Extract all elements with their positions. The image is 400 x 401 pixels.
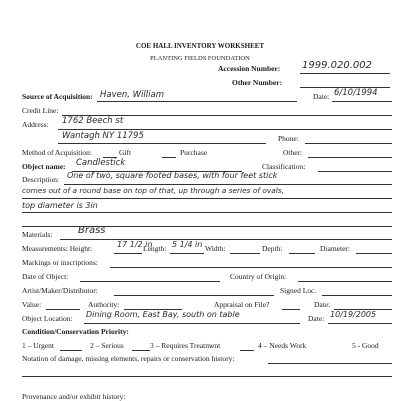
method-gift: Gift (119, 148, 132, 157)
source-label: Source of Acquisition: (22, 92, 93, 101)
object-name-label: Object name: (22, 162, 66, 171)
diameter-label: Diameter: (320, 244, 350, 253)
depth-label: Depth: (262, 244, 283, 253)
other-number-label: Other Number: (232, 78, 283, 87)
diameter-line (356, 253, 392, 254)
object-name-value: Candlestick (76, 158, 126, 168)
worksheet-title: COE HALL INVENTORY WORKSHEET (135, 42, 265, 50)
location-date-value: 10/19/2005 (330, 310, 377, 319)
classification-line (318, 171, 392, 172)
source-date-value: 6/10/1994 (334, 88, 378, 98)
description-rule1 (64, 184, 392, 185)
appraisal-label: Appraisal on File? (214, 300, 270, 309)
condition-serious: 2 – Serious (90, 341, 124, 350)
description-rule2 (22, 198, 392, 199)
provenance-label: Provenance and/or exhibit history: (22, 392, 126, 401)
country-label: Country of Origin: (230, 272, 287, 281)
method-purchase: Purchase (180, 148, 208, 157)
value-label: Value: (22, 300, 42, 309)
measurements-label: Measurements: Height: (22, 244, 93, 253)
phone-label: Phone: (278, 134, 299, 143)
method-other: Other: (283, 148, 303, 157)
artist-label: Artist/Maker/Distributor: (22, 286, 98, 295)
length-line (170, 253, 204, 254)
condition-requires-treatment: 3 – Requires Treatment (150, 341, 221, 350)
description-line2: comes out of a round base on top of that, up through a series of ovals, (22, 186, 285, 195)
condition-requires-treatment-line (240, 350, 254, 351)
accession-number-value: 1999.020.002 (302, 60, 372, 71)
location-value: Dining Room, East Bay, south on table (86, 310, 240, 319)
value-line (46, 309, 80, 310)
condition-urgent: 1 – Urgent (22, 341, 54, 350)
address-line2: Wantagh NY 11795 (62, 131, 144, 141)
location-line (84, 323, 300, 324)
method-purchase-line (162, 157, 176, 158)
description-line1: One of two, square footed bases, with four feet stick (67, 171, 278, 180)
height-value: 17 1/2 in (117, 240, 153, 249)
accession-number-label: Accession Number: (218, 64, 281, 73)
description-label: Description: (22, 175, 60, 184)
depth-line (289, 253, 315, 254)
authority-label: Authority: (88, 300, 120, 309)
appraisal-line (282, 309, 300, 310)
description-line3: top diameter is 3in (22, 201, 98, 210)
artist-line (114, 295, 274, 296)
condition-needs-work: 4 – Needs Work (258, 341, 307, 350)
method-other-line (308, 157, 392, 158)
date-of-object-line (80, 281, 220, 282)
condition-urgent-line (60, 350, 82, 351)
condition-heading: Condition/Conservation Priority: (22, 327, 129, 336)
location-date-label: Date: (308, 314, 325, 323)
location-label: Object Location: (22, 314, 73, 323)
source-line (97, 101, 297, 102)
length-label: Length: (143, 244, 167, 253)
materials-value: Brass (78, 225, 106, 236)
materials-label: Materials: (22, 230, 53, 239)
markings-line (110, 267, 392, 268)
date-of-object-label: Date of Object: (22, 272, 69, 281)
worksheet-subtitle: PLANTING FIELDS FOUNDATION (150, 55, 250, 62)
signed-line (322, 295, 392, 296)
appraisal-date-label: Date: (314, 300, 331, 309)
credit-line-label: Credit Line: (22, 106, 59, 115)
phone-line (305, 143, 392, 144)
height-line (114, 253, 142, 254)
condition-serious-line (132, 350, 150, 351)
condition-notation-rule1 (22, 376, 392, 377)
signed-label: Signed Loc. (280, 286, 317, 295)
address-label: Address: (22, 120, 49, 129)
condition-notation-label: Notation of damage, missing elements, repairs or conservation history: (22, 354, 235, 363)
address-line2-rule (58, 143, 266, 144)
source-date-line (332, 101, 392, 102)
source-value: Haven, William (100, 90, 164, 100)
materials-line (60, 239, 392, 240)
length-value: 5 1/4 in (172, 240, 203, 249)
address-line1-rule (58, 129, 392, 130)
location-date-line (328, 323, 392, 324)
width-label: Width: (205, 244, 226, 253)
markings-label: Markings or inscriptions: (22, 258, 98, 267)
country-line (298, 281, 392, 282)
condition-notation-line (268, 363, 392, 364)
address-line1: 1762 Beech st (62, 116, 124, 126)
description-rule3 (22, 212, 392, 213)
classification-label: Classification: (262, 162, 306, 171)
accession-number-line (300, 73, 390, 74)
source-date-label: Date: (313, 92, 330, 101)
width-line (230, 253, 260, 254)
method-label: Method of Acquisition: (22, 148, 92, 157)
condition-good: 5 - Good (352, 341, 379, 350)
